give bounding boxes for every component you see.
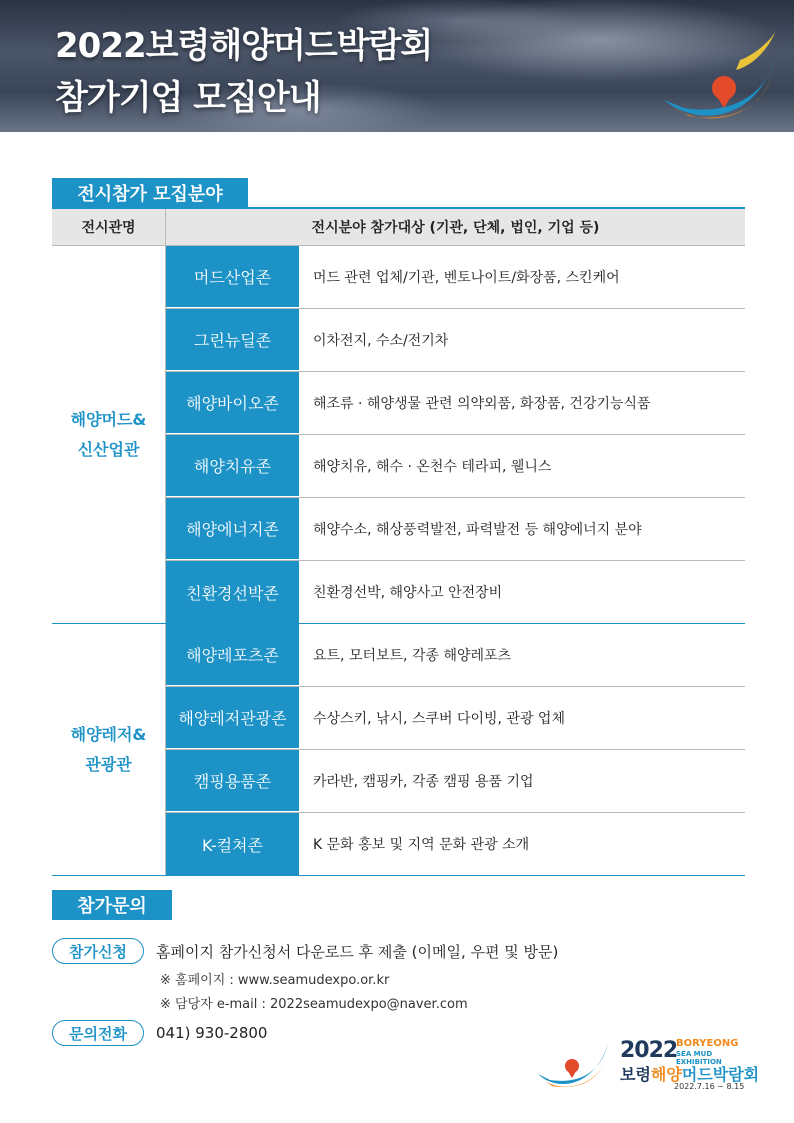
expo-swoosh-logo-icon bbox=[644, 30, 784, 130]
table-row bbox=[166, 750, 745, 813]
target-cell: 카라반, 캠핑카, 각종 캠핑 용품 기업 bbox=[313, 774, 534, 790]
table-row bbox=[166, 561, 745, 623]
hall-label-line2: 관광관 bbox=[85, 754, 132, 774]
recruitment-table bbox=[52, 207, 745, 876]
email-note: ※ 담당자 e-mail : 2022seamudexpo@naver.com bbox=[160, 997, 468, 1012]
header-banner bbox=[0, 0, 794, 132]
col-header-target: 전시분야 참가대상 (기관, 단체, 법인, 기업 등) bbox=[311, 220, 600, 236]
table-row bbox=[166, 246, 745, 309]
zone-cell: 해양바이오존 bbox=[166, 372, 299, 434]
hall-label bbox=[52, 624, 166, 875]
hall-label bbox=[52, 246, 166, 623]
phone-label-pill: 문의전화 bbox=[52, 1020, 144, 1046]
apply-text: 홈페이지 참가신청서 다운로드 후 제출 (이메일, 우편 및 방문) bbox=[156, 942, 559, 961]
zone-cell: 해양레저관광존 bbox=[166, 687, 299, 749]
table-row bbox=[166, 498, 745, 561]
zone-cell: K-컬쳐존 bbox=[166, 813, 299, 875]
target-cell: 해조류 · 해양생물 관련 의약외품, 화장품, 건강기능식품 bbox=[313, 396, 651, 412]
hall-label-line1: 해양머드& bbox=[70, 409, 147, 429]
logo-en-line1: BORYEONG bbox=[676, 1038, 739, 1049]
logo-year: 2022 bbox=[620, 1038, 678, 1063]
target-cell: 요트, 모터보트, 각종 해양레포츠 bbox=[313, 648, 512, 664]
apply-line bbox=[52, 938, 558, 964]
hall-group-leisure bbox=[52, 624, 745, 876]
hall-label-line1: 해양레저& bbox=[70, 724, 147, 744]
logo-ko-part1: 보령 bbox=[620, 1065, 651, 1084]
page-title-line2: 참가기업 모집안내 bbox=[55, 78, 321, 118]
zone-cell: 그린뉴딜존 bbox=[166, 309, 299, 371]
table-row bbox=[166, 624, 745, 687]
zone-cell: 해양에너지존 bbox=[166, 498, 299, 560]
zone-cell: 캠핑용품존 bbox=[166, 750, 299, 812]
col-header-hall: 전시관명 bbox=[52, 209, 166, 245]
zone-cell: 해양레포츠존 bbox=[166, 624, 299, 686]
logo-dates: 2022.7.16 ~ 8.15 bbox=[674, 1082, 745, 1091]
page-title-line1: 2022보령해양머드박람회 bbox=[55, 26, 433, 66]
table-header bbox=[52, 209, 745, 246]
logo-en-line2: SEA MUD EXHIBITION bbox=[676, 1050, 722, 1066]
homepage-note: ※ 홈페이지 : www.seamudexpo.or.kr bbox=[160, 973, 390, 988]
phone-line bbox=[52, 1020, 267, 1046]
section-tag-inquiry: 참가문의 bbox=[52, 890, 172, 920]
target-cell: 해양수소, 해상풍력발전, 파력발전 등 해양에너지 분야 bbox=[313, 522, 642, 538]
target-cell: K 문화 홍보 및 지역 문화 관광 소개 bbox=[313, 837, 530, 853]
table-row bbox=[166, 372, 745, 435]
apply-label-pill: 참가신청 bbox=[52, 938, 144, 964]
zone-cell: 친환경선박존 bbox=[166, 561, 299, 623]
target-cell: 친환경선박, 해양사고 안전장비 bbox=[313, 585, 503, 601]
footer-expo-logo bbox=[534, 1036, 760, 1092]
logo-ko-part2: 해양 bbox=[650, 1065, 682, 1084]
zone-cell: 머드산업존 bbox=[166, 246, 299, 308]
target-cell: 해양치유, 해수 · 온천수 테라피, 웰니스 bbox=[313, 459, 552, 475]
table-row bbox=[166, 309, 745, 372]
phone-number: 041) 930-2800 bbox=[156, 1024, 268, 1042]
target-cell: 이차전지, 수소/전기차 bbox=[313, 333, 449, 349]
table-row bbox=[166, 435, 745, 498]
hall-group-mud bbox=[52, 246, 745, 624]
expo-swoosh-icon bbox=[534, 1036, 614, 1092]
section-tag-exhibit: 전시참가 모집분야 bbox=[52, 178, 248, 208]
table-row bbox=[166, 687, 745, 750]
logo-ko-part3: 머드박람회 bbox=[681, 1065, 760, 1084]
target-cell: 머드 관련 업체/기관, 벤토나이트/화장품, 스킨케어 bbox=[313, 270, 620, 286]
zone-cell: 해양치유존 bbox=[166, 435, 299, 497]
table-row bbox=[166, 813, 745, 875]
target-cell: 수상스키, 낚시, 스쿠버 다이빙, 관광 업체 bbox=[313, 711, 565, 727]
hall-label-line2: 신산업관 bbox=[77, 439, 140, 459]
